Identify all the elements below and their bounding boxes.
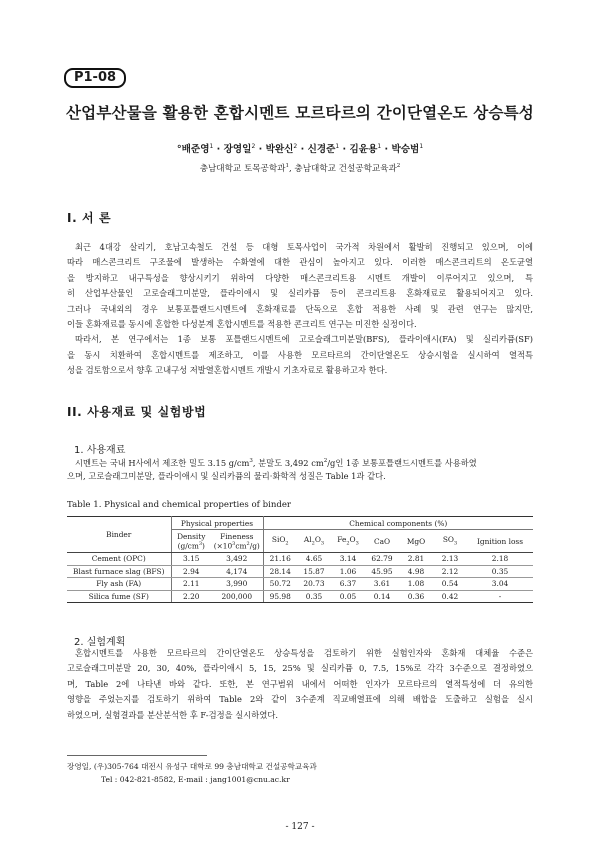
cell-chem: 0.42 (433, 590, 467, 603)
cell-chem: 1.06 (331, 565, 365, 578)
cell-chem: 4.65 (297, 553, 331, 566)
table-row (67, 578, 533, 591)
cell-chem: 20.73 (297, 578, 331, 591)
cell-binder: Cement (OPC) (67, 553, 171, 566)
subscript: 3 (355, 540, 359, 547)
text-line: 따라 매스콘크리트 구조물에 발생하는 수화열에 대한 관심이 높아지고 있다. 이러한 매스콘크리트의 온도균열 (67, 257, 533, 268)
author-sup: 2 (251, 142, 256, 150)
cell-density: 2.11 (171, 578, 211, 591)
header-text: Fe (337, 535, 347, 545)
header-so3 (433, 530, 467, 553)
text-line: 하였으며, 실험결과를 분산분석한 후 F-검정을 실시하였다. (67, 709, 278, 720)
cell-chem: 2.81 (399, 553, 433, 566)
footnote-contact: Tel : 042-821-8582, E-mail : jang1001@cnu.ac.kr (101, 775, 290, 784)
text-line: 그러나 국내외의 경우 보통포틀랜드시멘트에 혼화재료를 단독으로 혼합 적용한 사례 및 관련 연구는 많지만, (67, 303, 533, 314)
author-name: 박완신 (265, 144, 294, 155)
text-run: 시멘트는 국내 H사에서 제조한 밀도 3.15 g/cm (75, 457, 250, 468)
header-density (171, 530, 211, 553)
cell-chem: 0.14 (365, 590, 399, 603)
paper-title: 산업부산물을 활용한 혼합시멘트 모르타르의 간이단열온도 상승특성 (65, 104, 534, 122)
cell-fineness: 3,990 (211, 578, 263, 591)
header-ignition-loss: Ignition loss (467, 530, 533, 553)
cell-chem: 0.54 (433, 578, 467, 591)
cell-chem: 15.87 (297, 565, 331, 578)
cell-chem: 2.12 (433, 565, 467, 578)
materials-paragraph (67, 454, 533, 485)
author-separator: · (339, 144, 350, 155)
cell-chem: 3.14 (331, 553, 365, 566)
author-separator: · (297, 144, 308, 155)
cell-density: 2.20 (171, 590, 211, 603)
header-mgo: MgO (399, 530, 433, 553)
cell-chem: 28.14 (263, 565, 297, 578)
text-line: 성을 검토함으로서 향후 고내구성 저발열혼합시멘트 개발시 기초자료로 활용하고자 한다. (67, 365, 388, 376)
author-name: °배준영 (176, 144, 210, 155)
text-line: 고로슬래그미분말 20, 30, 40%, 플라이애시 5, 15, 25% 및 실리카퓸 0, 7.5, 15%로 각각 3수준으로 결정하였으 (67, 663, 533, 674)
header-text: cm (235, 541, 247, 551)
author-name: 박승범 (391, 144, 420, 155)
affiliation-separator: , (288, 164, 295, 174)
header-text: SO (442, 535, 454, 545)
subsection-heading-experiment-plan: 2. 실험계획 (74, 637, 126, 648)
cell-binder: Blast furnace slag (BFS) (67, 565, 171, 578)
header-text: O (314, 535, 321, 545)
subscript: 2 (311, 540, 315, 547)
subscript: 3 (320, 540, 325, 547)
author-separator: · (255, 144, 266, 155)
cell-chem: - (467, 590, 533, 603)
affiliation-part: 충남대학교 토목공학과 (199, 164, 286, 174)
subscript: 2 (346, 540, 350, 547)
cell-chem: 2.18 (467, 553, 533, 566)
text-line: 영향을 주었는지를 검토하기 위하여 Table 2와 같이 3수준계 직교배열표에 의해 배합을 도출하고 실험을 실시 (67, 694, 533, 705)
cell-chem: 4.98 (399, 565, 433, 578)
subscript: 2 (285, 540, 289, 547)
header-text: O (349, 535, 356, 545)
cell-chem: 21.16 (263, 553, 297, 566)
table-caption: Table 1. Physical and chemical properties of binder (67, 500, 292, 510)
header-text: Density (177, 531, 206, 541)
cell-chem: 45.95 (365, 565, 399, 578)
cell-fineness: 3,492 (211, 553, 263, 566)
author-name: 신경준 (307, 144, 336, 155)
header-fe2o3 (331, 530, 365, 553)
cell-chem: 62.79 (365, 553, 399, 566)
cell-chem: 0.35 (467, 565, 533, 578)
text-line: 이들 혼화재료를 동시에 혼합한 다성분계 혼합시멘트를 적용한 콘크리트 연구는 미진한 실정이다. (67, 318, 417, 329)
subsection-heading-materials: 1. 사용재료 (74, 445, 126, 456)
header-fineness (211, 530, 263, 553)
text-line: 히 산업부산물인 고로슬래그미분말, 플라이애시 및 실리카퓸 등이 콘크리트용 혼화재료로 활용되어지고 있다. (67, 288, 533, 299)
affiliation (0, 162, 600, 174)
superscript: 3 (249, 458, 253, 464)
table-row (67, 565, 533, 578)
header-text: SiO (271, 535, 286, 545)
author-sup: 1 (335, 142, 340, 150)
author-sup: 1 (377, 142, 382, 150)
header-text: Fineness (220, 531, 254, 541)
cell-fineness: 200,000 (211, 590, 263, 603)
section-heading-materials-methods: II. 사용재료 및 실험방법 (67, 405, 207, 419)
header-binder: Binder (67, 517, 171, 553)
binder-properties-table (67, 516, 533, 603)
table-row (67, 590, 533, 603)
author-list (0, 141, 600, 155)
affiliation-sup: 2 (396, 163, 401, 170)
cell-chem: 50.72 (263, 578, 297, 591)
subscript: 3 (453, 540, 458, 547)
cell-fineness: 4,174 (211, 565, 263, 578)
cell-binder: Fly ash (FA) (67, 578, 171, 591)
superscript: 2 (323, 458, 328, 464)
cell-chem: 2.13 (433, 553, 467, 566)
author-separator: · (381, 144, 392, 155)
text-line: 을 방지하고 내구특성을 향상시키기 위하여 다양한 매스콘크리트용 시멘트 개발이 이루어지고 있으며, 특 (67, 272, 533, 283)
cell-density: 3.15 (171, 553, 211, 566)
cell-density: 2.94 (171, 565, 211, 578)
header-al2o3 (297, 530, 331, 553)
introduction-paragraph (67, 240, 533, 379)
header-sio2 (263, 530, 297, 553)
affiliation-part: 충남대학교 건설공학교육과 (294, 164, 397, 174)
cell-binder: Silica fume (SF) (67, 590, 171, 603)
cell-chem: 3.04 (467, 578, 533, 591)
text-run: /g인 1종 보통포틀랜드시멘트를 사용하였 (327, 457, 477, 468)
text-line: 최근 4대강 살리기, 호남고속철도 건설 등 대형 토목사업이 국가적 차원에서 활발히 진행되고 있으며, 이에 (75, 242, 533, 252)
author-sup: 1 (209, 142, 214, 150)
text-line: 며, Table 2에 나타낸 바와 같다. 또한, 본 연구범위 내에서 어떠한 인자가 모르타르의 열적특성에 더 유의한 (67, 678, 533, 689)
cell-chem: 0.05 (331, 590, 365, 603)
superscript: 2 (246, 540, 250, 547)
text-line (67, 454, 533, 469)
header-text: Al (303, 535, 312, 545)
section-heading-introduction: I. 서 론 (67, 211, 112, 225)
text-run: , 분말도 3,492 cm (252, 457, 324, 468)
cell-chem: 3.61 (365, 578, 399, 591)
cell-chem: 6.37 (331, 578, 365, 591)
header-text: /g) (249, 541, 260, 551)
header-text: (×10 (213, 541, 233, 551)
header-chemical-components: Chemical components (%) (263, 517, 533, 530)
cell-chem: 0.36 (399, 590, 433, 603)
affiliation-sup: 1 (285, 163, 289, 170)
header-physical-properties: Physical properties (171, 517, 263, 530)
footnote-divider (67, 755, 207, 756)
cell-chem: 0.35 (297, 590, 331, 603)
header-text: (g/cm (177, 541, 199, 551)
author-name: 김윤용 (349, 144, 378, 155)
superscript: 3 (198, 540, 203, 547)
cell-chem: 95.98 (263, 590, 297, 603)
header-cao: CaO (365, 530, 399, 553)
author-name: 장영일 (223, 144, 252, 155)
text-line: 따라서, 본 연구에서는 1종 보통 포틀랜드시멘트에 고로슬래그미분말(BFS), 플라이애시(FA) 및 실리카퓸(SF) (75, 334, 533, 345)
author-sup: 1 (419, 142, 424, 150)
table-row (67, 553, 533, 566)
text-line: 혼합시멘트를 사용한 모르타르의 간이단열온도 상승특성을 검토하기 위한 실험인자와 혼화재 대체율 수준은 (75, 648, 533, 658)
text-line: 을 동시 치환하여 혼합시멘트를 제조하고, 이를 사용한 모르타르의 간이단열온도 상승시험을 실시하여 열적특 (67, 349, 533, 360)
author-separator: · (213, 144, 224, 155)
text-line: 으며, 고로슬래그미분말, 플라이애시 및 실리카퓸의 물리·화학적 성질은 Table 1과 같다. (67, 471, 386, 482)
experiment-plan-paragraph (67, 646, 533, 723)
superscript: 3 (232, 540, 236, 547)
author-sup: 2 (293, 142, 298, 150)
header-text: ) (202, 541, 205, 551)
table-header-row (67, 517, 533, 530)
paper-code-badge: P1-08 (64, 68, 126, 88)
page-number: - 127 - (285, 822, 315, 832)
cell-chem: 1.08 (399, 578, 433, 591)
footnote-address: 장영일, (우)305-764 대전시 유성구 대학로 99 충남대학교 건설공학교육과 (67, 762, 317, 771)
